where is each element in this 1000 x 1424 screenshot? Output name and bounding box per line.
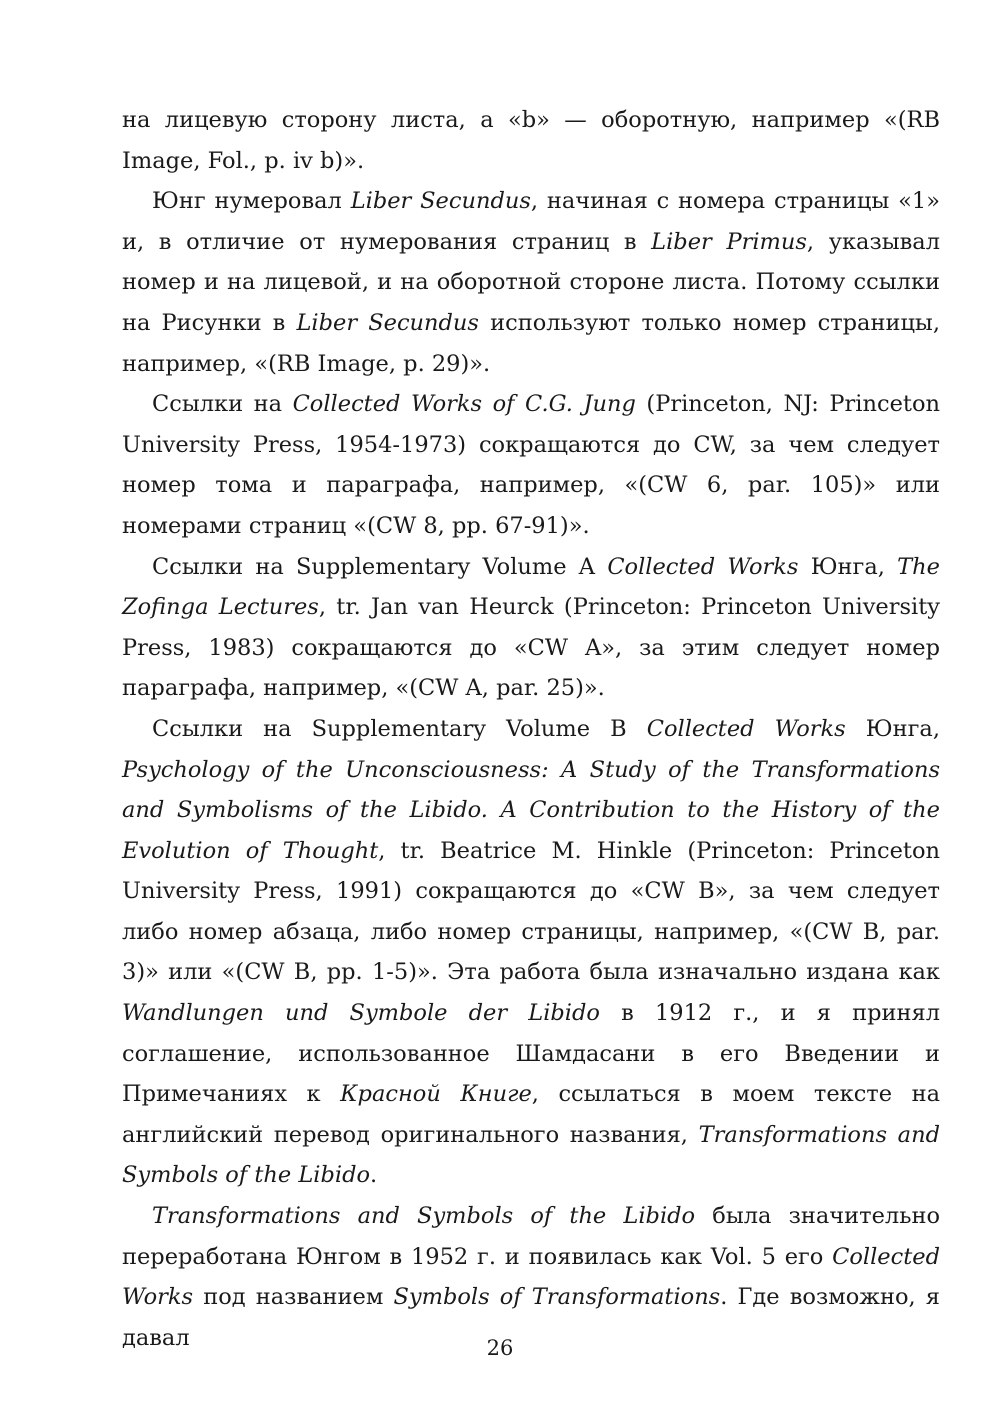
italic-text: Symbols of Transformations [393, 1284, 721, 1311]
text-run: в 1912 г., и я принял соглашение, использованное Шамдасани в его Введении и Примечаниях к [122, 1000, 940, 1108]
text-run: (Princeton, NJ: Princeton University Press, 1954-1973) сокращаются до CW, за чем следует номер тома и параграфа, например, «(CW 6, par. 105)» или номерами страниц «(CW 8, pp. 67-91)». [122, 391, 940, 539]
text-run: , ссылаться в моем тексте на английский перевод оригинального названия, [122, 1081, 940, 1148]
text-run: была значительно переработана Юнгом в 1952 г. и появилась как Vol. 5 его [122, 1203, 940, 1270]
italic-text: Красной Книге [340, 1081, 532, 1108]
text-run: , tr. Beatrice M. Hinkle (Princeton: Princeton University Press, 1991) сокращаются до «CW B», за чем следует либо номер абзаца, либо номер страницы, например, «(CW B, par. 3)» или «(CW B, pp. 1-5)». Эта работа была изначально издана как [122, 837, 940, 986]
paragraph [122, 1196, 940, 1358]
italic-text: Collected Works [122, 1243, 940, 1311]
text-run: используют только номер страницы, например, «(RB Image, p. 29)». [122, 309, 940, 377]
italic-text: Liber Secundus [296, 309, 479, 336]
text-run: , tr. Jan van Heurck (Princeton: Princeton University Press, 1983) сокращаются до «CW A», за этим следует номер параграфа, например, «(CW A, par. 25)». [122, 594, 940, 702]
text-run: на лицевую сторону листа, а «b» — оборотную, например «(RB Image, Fol., p. iv b)». [122, 107, 940, 174]
italic-text: Transformations and Symbols of the Libido [122, 1121, 940, 1189]
italic-text: Wandlungen und Symbole der Libido [122, 1000, 600, 1027]
paragraph [122, 709, 940, 1196]
text-run: Юнга, [798, 553, 898, 580]
text-run: Юнг нумеровал [152, 188, 351, 215]
text-run: Ссылки на [152, 391, 293, 418]
text-run: Ссылки на Supplementary Volume A [152, 553, 608, 580]
italic-text: Collected Works [646, 715, 846, 742]
italic-text: Liber Primus [651, 228, 807, 255]
body-text [122, 100, 940, 1358]
text-run: Ссылки на Supplementary Volume B [152, 715, 647, 742]
italic-text: Collected Works of C.G. Jung [292, 391, 636, 418]
italic-text: Liber Secundus [350, 188, 531, 215]
paragraph [122, 384, 940, 546]
italic-text: Psychology of the Unconsciousness: A Study of the Transformations and Symbolisms of the Libido. A Contribution to the History of the Evolution of Thought [122, 756, 940, 864]
text-run: . Где возможно, я давал [122, 1284, 940, 1351]
text-run: , указывал номер и на лицевой, и на оборотной стороне листа. Потому ссылки на Рисунки в [122, 228, 941, 336]
text-run: под названием [193, 1284, 394, 1311]
text-run: . [370, 1162, 378, 1189]
italic-text: Collected Works [607, 553, 799, 580]
text-run: Юнга, [845, 715, 940, 742]
italic-text: Transformations and Symbols of the Libido [152, 1203, 696, 1230]
paragraph [122, 100, 940, 181]
text-run: , начиная с номера страницы «1» и, в отличие от нумерования страниц в [122, 188, 940, 255]
paragraph [122, 181, 940, 384]
page-number: 26 [486, 1336, 514, 1360]
italic-text: The Zofinga Lectures [122, 553, 940, 621]
paragraph [122, 547, 940, 709]
